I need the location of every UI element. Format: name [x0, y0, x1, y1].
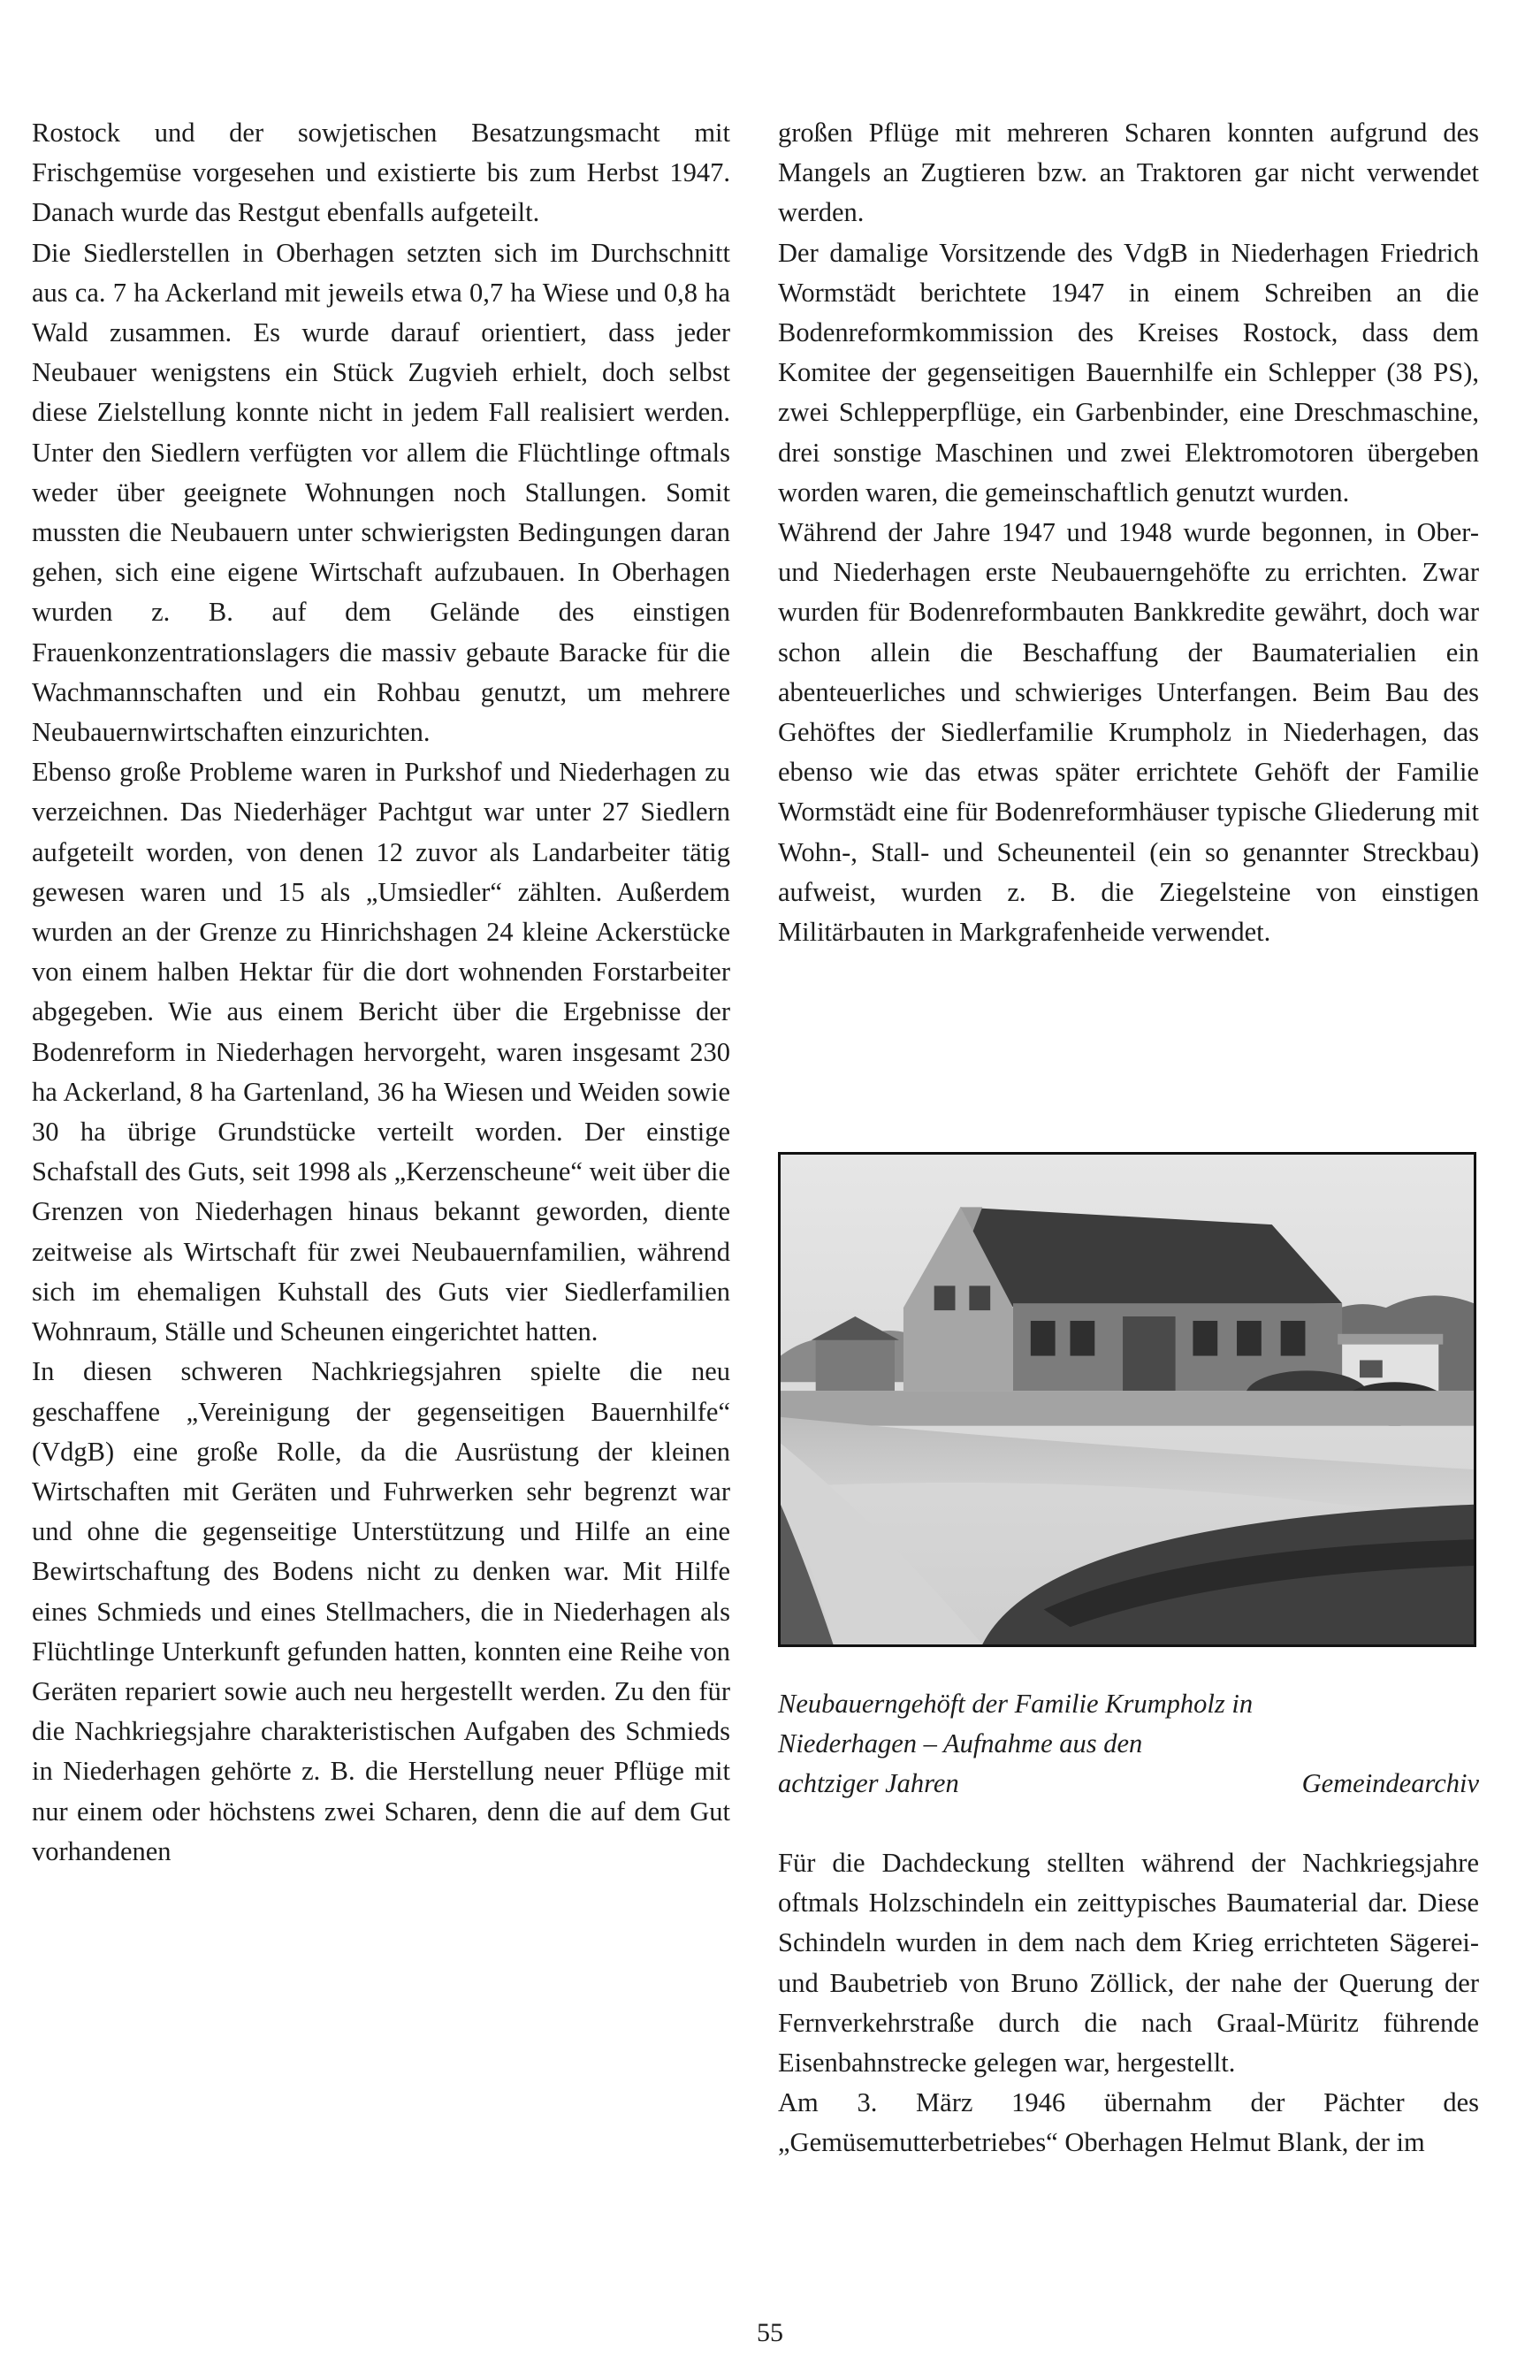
paragraph: Der damalige Vorsitzende des VdgB in Niederhagen Friedrich Wormstädt berichtete 1947 in einem Schreiben an die Bodenreformkommission des Kreises Rostock, dass dem Komitee der gegenseitigen Bauernhilfe ein Schlepper (38 PS), zwei Schlepperpflüge, ein Garbenbinder, eine Dreschmaschine, drei sonstige Maschinen und zwei Elektromotoren übergeben worden waren, die gemeinschaftlich genutzt wurden. [778, 237, 1479, 507]
paragraph: In diesen schweren Nachkriegsjahren spielte die neu geschaffene „Vereinigung der gegenseitigen Bauernhilfe“ (VdgB) eine große Rolle, da die Ausrüstung der kleinen Wirtschaften mit Geräten und Fuhrwerken sehr begrenzt war und ohne die gegenseitige Unterstützung und Hilfe an eine Bewirtschaftung des Bodens nicht zu denken war. Mit Hilfe eines Schmieds und eines Stellmachers, die in Niederhagen als Flüchtlinge Unterkunft gefunden hatten, konnten eine Reihe von Geräten repariert sowie auch neu hergestellt werden. Zu den für die Nachkriegsjahre charakteristischen Aufgaben des Schmieds in Niederhagen gehörte z. B. die Herstellung neuer Pflüge mit nur einem oder höchstens zwei Scharen, denn die auf dem Gut vorhandenen [32, 1356, 730, 1866]
paragraph: Für die Dachdeckung stellten während der Nachkriegsjahre oftmals Holzschindeln ein zeittypisches Baumaterial dar. Diese Schindeln wurden in dem nach dem Krieg errichteten Sägerei- und Baubetrieb von Bruno Zöllick, der nahe der Querung der Fernverkehrstraße durch die nach Graal-Müritz führende Eisenbahnstrecke gelegen war, hergestellt. [778, 1848, 1479, 2079]
farmhouse-photo-illustration [781, 1155, 1474, 1644]
right-column [778, 113, 1479, 952]
caption-line: Niederhagen – Aufnahme aus den [778, 1728, 1143, 1758]
caption-line: Neubauerngehöft der Familie Krumpholz in [778, 1689, 1254, 1719]
paragraph: Am 3. März 1946 übernahm der Pächter des „Gemüsemutterbetriebes“ Oberhagen Helmut Blank, der im [778, 2087, 1479, 2158]
left-column [32, 113, 730, 1872]
paragraph: Ebenso große Probleme waren in Purkshof und Niederhagen zu verzeichnen. Das Niederhäger Pachtgut war unter 27 Siedlern aufgeteilt worden, von denen 12 zuvor als Landarbeiter tätig gewesen waren und 15 als „Umsiedler“ zählten. Außerdem wurden an der Grenze zu Hinrichshagen 24 kleine Ackerstücke von einem halben Hektar für die dort wohnenden Forstarbeiter abgegeben. Wie aus einem Bericht über die Ergebnisse der Bodenreform in Niederhagen hervorgeht, waren insgesamt 230 ha Ackerland, 8 ha Gartenland, 36 ha Wiesen und Weiden sowie 30 ha übrige Grundstücke verteilt worden. Der einstige Schafstall des Guts, seit 1998 als „Kerzenscheune“ weit über die Grenzen von Niederhagen hinaus bekannt geworden, diente zeitweise als Wirtschaft für zwei Neubauernfamilien, während sich im ehemaligen Kuhstall des Guts vier Siedlerfamilien Wohnraum, Ställe und Scheunen eingerichtet hatten. [32, 757, 730, 1347]
paragraph: Während der Jahre 1947 und 1948 wurde begonnen, in Ober- und Niederhagen erste Neubauerngehöfte zu errichten. Zwar wurden für Bodenreformbauten Bankkredite gewährt, doch war schon allein die Beschaffung der Baumaterialien ein abenteuerliches und schwieriges Unterfangen. Beim Bau des Gehöftes der Siedlerfamilie Krumpholz in Niederhagen, das ebenso wie das etwas später errichtete Gehöft der Familie Wormstädt eine für Bodenreformhäuser typische Gliederung mit Wohn-, Stall- und Scheunenteil (ein so genannter Streckbau) aufweist, wurden z. B. die Ziegelsteine von einstigen Militärbauten in Markgrafenheide verwendet. [778, 517, 1479, 948]
paragraph: großen Pflüge mit mehreren Scharen konnten aufgrund des Mangels an Zugtieren bzw. an Traktoren gar nicht verwendet werden. [778, 118, 1479, 228]
paragraph: Die Siedlerstellen in Oberhagen setzten sich im Durchschnitt aus ca. 7 ha Ackerland mit jeweils etwa 0,7 ha Wiese und 0,8 ha Wald zusammen. Es wurde darauf orientiert, dass jeder Neubauer wenigstens ein Stück Zugvieh erhielt, doch selbst diese Zielstellung konnte nicht in jedem Fall realisiert werden. Unter den Siedlern verfügten vor allem die Flüchtlinge oftmals weder über geeignete Wohnungen noch Stallungen. Somit mussten die Neubauern unter schwierigsten Bedingungen daran gehen, sich eine eigene Wirtschaft aufzubauen. In Oberhagen wurden z. B. auf dem Gelände des einstigen Frauenkonzentrationslagers die massiv gebaute Baracke für die Wachmannschaften und ein Rohbau genutzt, um mehrere Neubauernwirtschaften einzurichten. [32, 237, 730, 748]
paragraph: Rostock und der sowjetischen Besatzungsmacht mit Frischgemüse vorgesehen und existierte bis zum Herbst 1947. Danach wurde das Restgut ebenfalls aufgeteilt. [32, 118, 730, 228]
page-number: 55 [757, 2318, 783, 2347]
caption-line: achtziger Jahren [778, 1768, 959, 1798]
photo-caption [778, 1684, 1479, 1804]
photo-credit: Gemeindearchiv [1301, 1768, 1479, 1798]
farmhouse-photo [778, 1152, 1476, 1647]
right-column-lower [778, 1843, 1479, 2163]
